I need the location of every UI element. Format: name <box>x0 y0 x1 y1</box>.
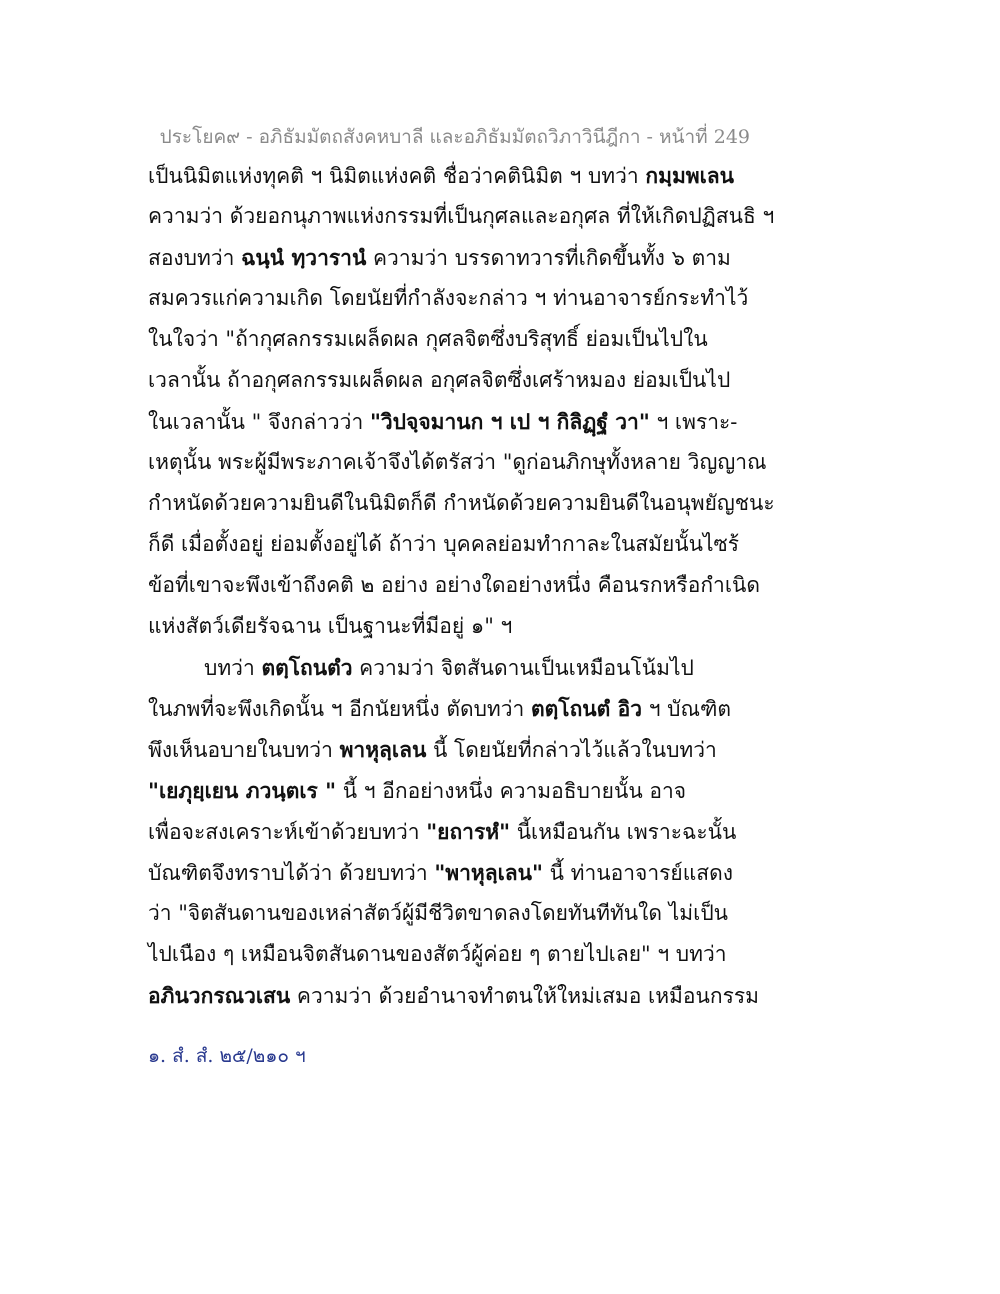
text-segment: ความว่า จิตสันดานเป็นเหมือนโน้มไป <box>352 656 694 680</box>
text-segment: นี้ ท่านอาจารย์แสดง <box>542 861 733 885</box>
text-line <box>148 483 868 524</box>
paragraph <box>148 155 868 647</box>
text-line <box>148 975 868 1016</box>
text-segment: ในภพที่จะพึงเกิดนั้น ฯ อีกนัยหนึ่ง ตัดบทว่า <box>148 697 532 721</box>
bold-term: "ยถารหํ" <box>426 819 511 844</box>
text-segment: สมควรแก่ความเกิด โดยนัยที่กำลังจะกล่าว ฯ ท่านอาจารย์กระทำไว้ <box>148 286 749 310</box>
text-segment: เหตุนั้น พระผู้มีพระภาคเจ้าจึงได้ตรัสว่า "ดูก่อนภิกษุทั้งหลาย วิญญาณ <box>148 450 767 474</box>
text-segment: ความว่า ด้วยอกนุภาพแห่งกรรมที่เป็นกุศลและอกุศล ที่ให้เกิดปฏิสนธิ ฯ <box>148 204 775 228</box>
text-segment: ในเวลานั้น " จึงกล่าวว่า <box>148 410 370 434</box>
text-segment: นี้ โดยนัยที่กล่าวไว้แล้วในบทว่า <box>426 738 717 762</box>
text-segment: เป็นนิมิตแห่งทุคติ ฯ นิมิตแห่งคติ ชื่อว่าคตินิมิต ฯ บทว่า <box>148 164 646 188</box>
text-segment: เพื่อจะสงเคราะห์เข้าด้วยบทว่า <box>148 820 427 844</box>
text-line <box>148 606 868 647</box>
text-segment: ก็ดี เมื่อตั้งอยู่ ย่อมตั้งอยู่ได้ ถ้าว่า บุคคลย่อมทำกาละในสมัยนั้นไซร้ <box>148 532 740 556</box>
text-segment: สองบทว่า <box>148 246 242 270</box>
running-header: ประโยค๙ - อภิธัมมัตถสังคหบาลี และอภิธัมมัตถวิภาวินีฎีกา - หน้าที่ 249 <box>159 126 750 148</box>
text-line <box>148 319 868 360</box>
bold-term: ตตฺโถนตํ อิว <box>531 696 643 721</box>
text-line <box>148 565 868 606</box>
text-line <box>148 770 868 811</box>
bold-term: ฉนฺนํ ทฺวารานํ <box>241 245 367 270</box>
text-line <box>148 524 868 565</box>
text-segment: นี้เหมือนกัน เพราะฉะนั้น <box>510 820 737 844</box>
text-line <box>148 155 868 196</box>
text-segment: ความว่า ด้วยอำนาจทำตนให้ใหม่เสมอ เหมือนกรรม <box>290 984 759 1008</box>
text-segment: บทว่า <box>204 656 262 680</box>
bold-term: "วิปจฺจมานก ฯ เป ฯ กิลิฏฺฐํ วา" <box>369 409 650 434</box>
text-line <box>148 647 868 688</box>
text-segment: ฯ บัณฑิต <box>642 697 732 721</box>
text-segment: เวลานั้น ถ้าอกุศลกรรมเผล็ดผล อกุศลจิตซึ่งเศร้าหมอง ย่อมเป็นไป <box>148 368 731 392</box>
text-line <box>148 401 868 442</box>
text-segment: ไปเนือง ๆ เหมือนจิตสันดานของสัตว์ผู้ค่อย ๆ ตายไปเลย" ฯ บทว่า <box>148 942 727 966</box>
text-line <box>148 729 868 770</box>
text-segment: ความว่า บรรดาทวารที่เกิดขึ้นทั้ง ๖ ตาม <box>366 246 731 270</box>
text-line <box>148 934 868 975</box>
text-line <box>148 278 868 319</box>
bold-term: "พาหุลฺเลน" <box>434 860 543 885</box>
bold-term: พาหุลฺเลน <box>339 737 427 762</box>
body-text <box>148 155 868 1016</box>
text-segment: นี้ ฯ อีกอย่างหนึ่ง ความอธิบายนั้น อาจ <box>336 779 687 803</box>
text-line <box>148 688 868 729</box>
text-line <box>148 442 868 483</box>
footnote: ๑. สํ. สํ. ๒๕/๒๑๐ ฯ <box>148 1045 306 1067</box>
text-line <box>148 237 868 278</box>
text-line <box>148 360 868 401</box>
bold-term: อภินวกรณวเสน <box>148 983 291 1008</box>
text-segment: ฯ เพราะ- <box>649 410 738 434</box>
text-segment: พึงเห็นอบายในบทว่า <box>148 738 340 762</box>
text-segment: ในใจว่า "ถ้ากุศลกรรมเผล็ดผล กุศลจิตซึ่งบริสุทธิ์ ย่อมเป็นไปใน <box>148 327 708 351</box>
bold-term: ตตฺโถนตํว <box>261 655 353 680</box>
bold-term: "เยภุยฺเยน ภวนฺตเร " <box>148 778 337 803</box>
paragraph <box>148 647 868 1016</box>
bold-term: กมฺมพเลน <box>645 163 735 188</box>
text-segment: ว่า "จิตสันดานของเหล่าสัตว์ผู้มีชีวิตขาดลงโดยทันทีทันใด ไม่เป็น <box>148 901 729 925</box>
text-segment: ข้อที่เขาจะพึงเข้าถึงคติ ๒ อย่าง อย่างใดอย่างหนึ่ง คือนรกหรือกำเนิด <box>148 573 760 597</box>
text-segment: กำหนัดด้วยความยินดีในนิมิตก็ดี กำหนัดด้วยความยินดีในอนุพยัญชนะ <box>148 491 775 515</box>
text-line <box>148 196 868 237</box>
text-line <box>148 811 868 852</box>
text-line <box>148 852 868 893</box>
text-line <box>148 893 868 934</box>
text-segment: บัณฑิตจึงทราบได้ว่า ด้วยบทว่า <box>148 861 435 885</box>
text-segment: แห่งสัตว์เดียรัจฉาน เป็นฐานะที่มีอยู่ ๑" ฯ <box>148 614 513 638</box>
